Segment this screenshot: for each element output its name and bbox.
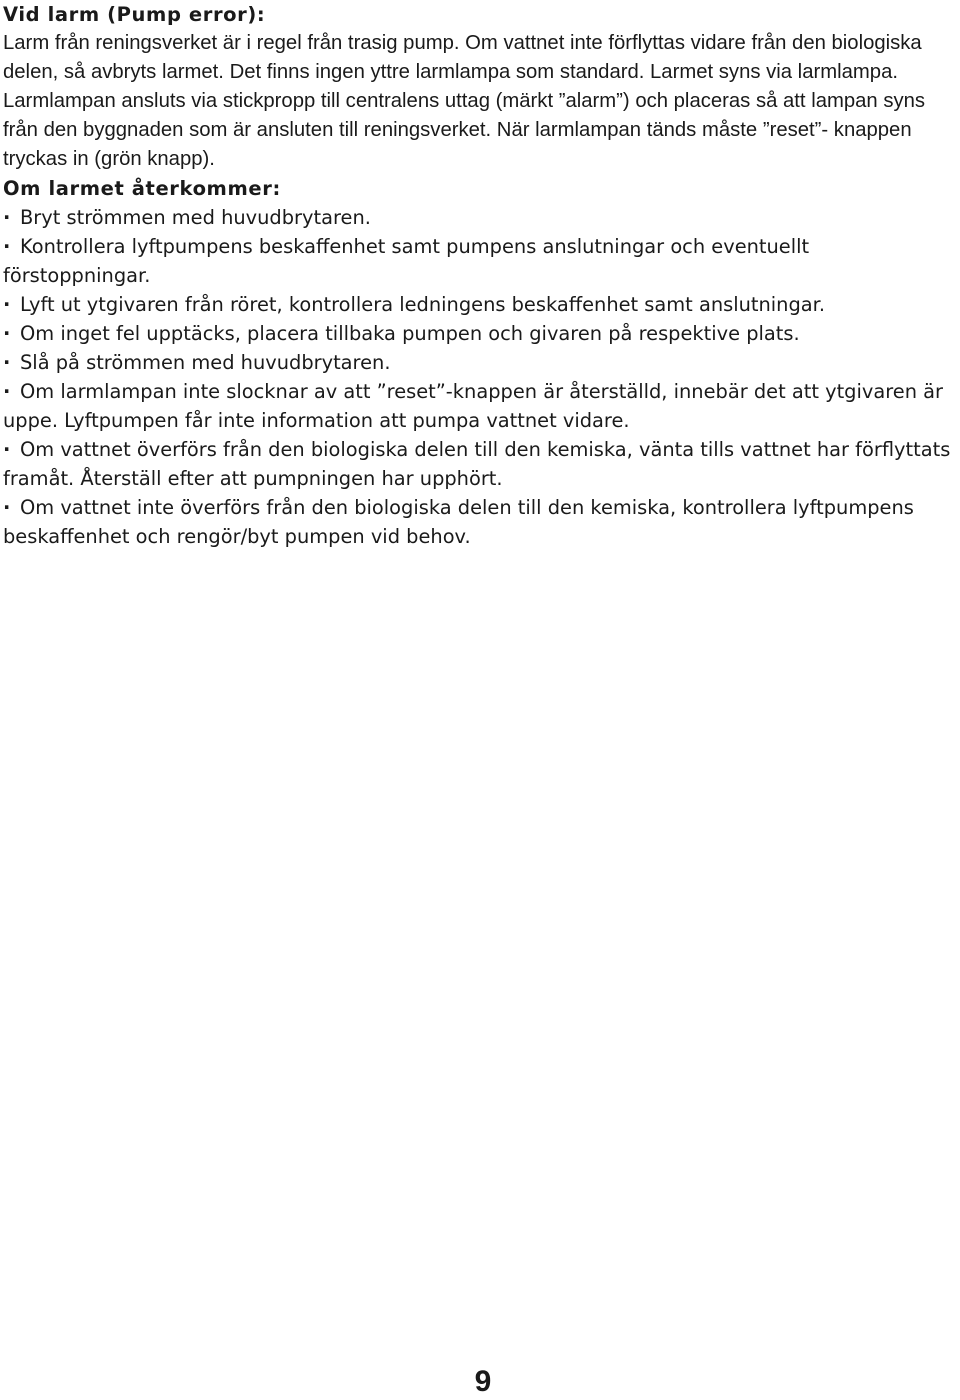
list-item — [3, 377, 955, 435]
bullet-icon: · — [3, 206, 11, 229]
list-item-text: Slå på strömmen med huvudbrytaren. — [20, 351, 391, 374]
list-item — [3, 348, 955, 377]
list-item — [3, 319, 955, 348]
bullet-icon: · — [3, 438, 11, 461]
list-item-text: Om vattnet inte överförs från den biologiska delen till den kemiska, kontrollera lyftpumpens beskaffenhet och rengör/byt pumpen vid behov. — [3, 496, 914, 548]
bullet-icon: · — [3, 351, 11, 374]
list-item — [3, 232, 955, 290]
list-item — [3, 290, 955, 319]
list-item-text: Om inget fel upptäcks, placera tillbaka pumpen och givaren på respektive plats. — [20, 322, 800, 345]
section-title: Vid larm (Pump error): — [3, 3, 266, 26]
bullet-icon: · — [3, 322, 11, 345]
list-item — [3, 203, 955, 232]
troubleshooting-list — [3, 203, 955, 551]
list-item-text: Om larmlampan inte slocknar av att ”reset”-knappen är återställd, innebär det att ytgivaren är uppe. Lyftpumpen får inte information att pumpa vattnet vidare. — [3, 380, 944, 432]
list-item-text: Om vattnet överförs från den biologiska delen till den kemiska, vänta tills vattnet har förflyttats framåt. Återställ efter att pumpningen har upphört. — [3, 438, 951, 490]
document-body — [3, 0, 955, 551]
page-number: 9 — [474, 1365, 492, 1398]
bullet-icon: · — [3, 293, 11, 316]
bullet-icon: · — [3, 380, 11, 403]
list-item-text: Bryt strömmen med huvudbrytaren. — [20, 206, 371, 229]
bullet-icon: · — [3, 235, 11, 258]
subheading: Om larmet återkommer: — [3, 177, 281, 200]
bullet-icon: · — [3, 496, 11, 519]
list-item-text: Lyft ut ytgivaren från röret, kontrollera ledningens beskaffenhet samt anslutningar. — [20, 293, 826, 316]
intro-paragraph: Larm från reningsverket är i regel från trasig pump. Om vattnet inte förflyttas vidare från den biologiska delen, så avbryts larmet. Det finns ingen yttre larmlampa som standard. Larmet syns via larmlampa. Larmlampan ansluts via stickpropp till centralens uttag (märkt ”alarm”) och placeras så att lampan syns från den byggnaden som är ansluten till reningsverket. När larmlampan tänds måste ”reset”- knappen tryckas in (grön knapp). — [3, 32, 926, 170]
list-item — [3, 493, 955, 551]
list-item-text: Kontrollera lyftpumpens beskaffenhet samt pumpens anslutningar och eventuellt förstoppningar. — [3, 235, 810, 287]
list-item — [3, 435, 955, 493]
